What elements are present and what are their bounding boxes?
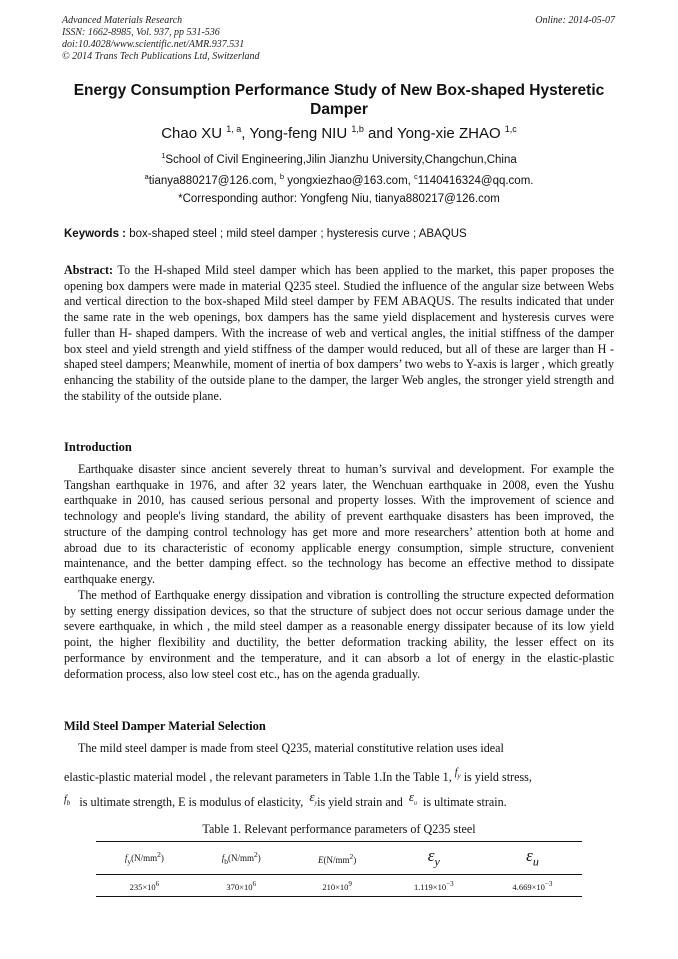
symbol-ey: $\varepsilon_y$ — [309, 789, 318, 807]
material-line1-text: The mild steel damper is made from steel Q235, material constitutive relation uses ideal — [78, 741, 504, 755]
email-line — [0, 172, 678, 187]
table-caption: Table 1. Relevant performance parameters of Q235 steel — [202, 822, 476, 836]
material-line3c: is ultimate strain. — [423, 795, 507, 809]
table-cell: $210\times 10^9$ — [322, 879, 352, 892]
parameters-table — [96, 841, 582, 897]
table-header-cell: $\varepsilon_u$ — [483, 842, 582, 875]
material-line-1 — [64, 741, 614, 757]
symbol-eu: $\varepsilon_u$ — [408, 789, 417, 807]
keywords-label: Keywords : — [64, 228, 126, 240]
abstract — [64, 263, 614, 404]
table-header-cell: $f_b(N/mm^2)$ — [193, 842, 290, 875]
material-line2a: elastic-plastic material model , the relevant parameters in Table 1.In the Table 1, — [64, 770, 452, 784]
author-sup: 1,c — [504, 124, 517, 134]
author-name: Chao XU — [161, 125, 227, 142]
email-sup: b — [279, 172, 285, 181]
symbol-fb: fb — [64, 794, 71, 807]
table-header-row — [96, 842, 582, 875]
author-sup: 1, a — [226, 124, 242, 134]
material-line2b: is yield stress, — [463, 770, 532, 784]
table-cell: $1.119\times 10^{-3}$ — [413, 879, 454, 892]
corresponding-author: *Corresponding author: Yongfeng Niu, tianya880217@126.com — [178, 193, 500, 205]
introduction-heading: Introduction — [64, 440, 132, 454]
author-line — [0, 124, 678, 142]
affiliation-sup: 1 — [161, 151, 166, 160]
material-heading: Mild Steel Damper Material Selection — [64, 719, 266, 733]
author-name: , Yong-feng NIU — [241, 125, 352, 142]
email-b[interactable]: yongxiezhao@163.com, — [284, 174, 415, 187]
table-cell: $4.669\times 10^{-3}$ — [512, 879, 553, 892]
material-line3a: is ultimate strength, E is modulus of elasticity, — [79, 795, 304, 809]
journal-name: Advanced Materials Research — [62, 15, 183, 26]
journal-header — [62, 15, 260, 63]
intro-p2-text: The method of Earthquake energy dissipation and vibration is controlling the structure expected deformation by setting energy dissipation devices, so that the structure of subject does not occur serious damage under the severe earthquake, in which , the mild steel damper as a reasonable energy dissipater because of its low yield point, the higher flexibility and ductility, the better deformation tracking ability, the lesser effect on its performance by environment and the temperature, and it can absorb a lot of energy in the elastic-plastic deformation process, also low steel cost etc., has on the agenda gradually. — [64, 588, 614, 681]
table-row — [96, 875, 582, 897]
email-c[interactable]: 1140416324@qq.com. — [417, 174, 534, 187]
online-date: Online: 2014-05-07 — [535, 15, 615, 26]
paper-title: Energy Consumption Performance Study of New Box-shaped Hysteretic Damper — [73, 82, 605, 118]
affiliation-text: School of Civil Engineering,Jilin Jianzhu University,Changchun,China — [165, 153, 517, 166]
material-line-3 — [64, 789, 614, 812]
table-header-cell: $\varepsilon_y$ — [385, 842, 483, 875]
intro-paragraph-1 — [64, 462, 614, 588]
table-cell: $370\times 10^6$ — [226, 879, 257, 892]
material-line3b: is yield strain and — [317, 795, 403, 809]
affiliation — [0, 151, 678, 166]
email-a[interactable]: tianya880217@126.com, — [148, 174, 280, 187]
table-header-cell: $f_y(N/mm^2)$ — [96, 842, 193, 875]
table-cell: $235\times 10^6$ — [129, 879, 160, 892]
symbol-fy: fy — [454, 767, 461, 780]
abstract-label: Abstract: — [64, 263, 114, 277]
table-header-cell: $E(N/mm^2)$ — [290, 842, 385, 875]
email-sup: c — [414, 172, 418, 181]
journal-issn: ISSN: 1662-8985, Vol. 937, pp 531-536 — [62, 27, 220, 38]
abstract-text: To the H-shaped Mild steel damper which has been applied to the market, this paper proposes the opening box dampers were made in material Q235 steel. Studied the influence of the angular size between Webs and vertical direction to the box-shaped Mild steel damper by FEM ABAQUS. The results indicated that under the same rate in the web openings, box dampers has the same yield displacement and hysteresis curves were fuller than H- shaped dampers. With the increase of web and vertical angles, the initial stiffness of the damper box steel and yield strength and yield stiffness of the damper would reduced, but all of these are larger than H -shaped steel dampers; Meanwhile, moment of inertia of box dampers’ two webs to Y-axis is larger , which greatly enhancing the stability of the outside plane to the damper, the larger Web angles, the stronger yield strength and the stability of the outside plane. — [64, 263, 614, 403]
keywords — [64, 228, 614, 240]
journal-copyright: © 2014 Trans Tech Publications Ltd, Switzerland — [62, 51, 260, 62]
journal-doi[interactable]: doi:10.4028/www.scientific.net/AMR.937.531 — [62, 39, 245, 50]
email-sup: a — [144, 172, 149, 181]
intro-p1-text: Earthquake disaster since ancient severely threat to human’s survival and development. For example the Tangshan earthquake in 1976, and after 32 years later, the Wenchuan earthquake in 2008, even the Yushu earthquake in 2010, has caused serious personal and property losses. With the improvement of science and technology and people's living standard, the ability of prevent earthquake disasters has been improved, the structure of the damping control technology has get more and more researchers’ attention both at home and abroad due to its characteristic of economy applicable energy consumption, simple structure, convenient maintenance, and the better damping effect. so the technology has become an effective method to dissipate earthquake energy. — [64, 462, 614, 586]
author-sup: 1,b — [351, 124, 364, 134]
material-line-2 — [64, 765, 614, 786]
author-name: and Yong-xie ZHAO — [363, 125, 505, 142]
intro-paragraph-2 — [64, 588, 614, 682]
keywords-text: box-shaped steel ; mild steel damper ; hysteresis curve ; ABAQUS — [126, 228, 467, 240]
